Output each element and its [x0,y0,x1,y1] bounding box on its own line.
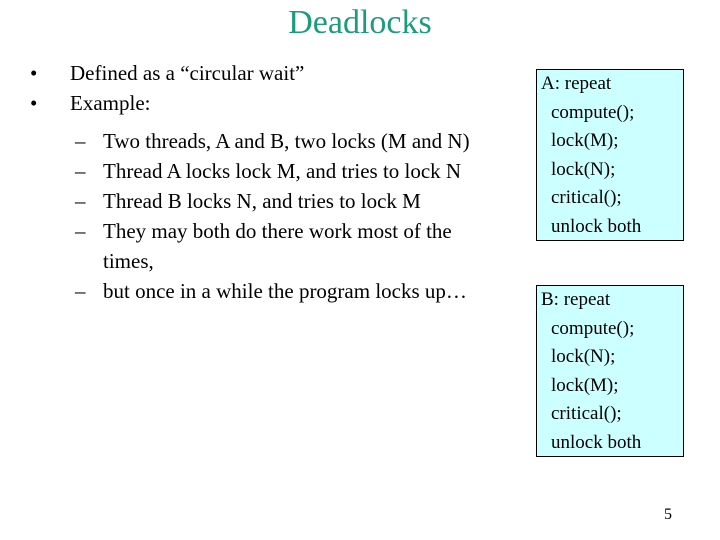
sub-bullet-text: but once in a while the program locks up… [103,279,467,303]
slide-title: Deadlocks [288,4,432,41]
bullet-item [30,88,510,118]
sub-bullet-item [75,216,470,276]
code-line: critical(); [551,403,622,425]
code-line: unlock both [551,215,642,237]
code-line: lock(M); [551,130,619,152]
sub-bullet-item [75,156,510,186]
sub-bullet-item [75,126,510,156]
page-number: 5 [664,506,672,523]
sub-bullet-text: They may both do there work most of the times, [103,219,452,273]
code-line: lock(M); [551,374,619,396]
bullet-text: Example: [70,91,151,115]
code-line: lock(N); [551,158,616,180]
code-line: compute(); [551,317,635,339]
code-line: compute(); [551,101,635,123]
code-line: B: repeat [541,289,611,310]
sub-bullet-item [75,276,510,306]
bullet-text: Defined as a “circular wait” [70,61,305,85]
dash-icon: – [75,189,86,213]
code-line: unlock both [551,431,642,453]
bullet-dot-icon: • [30,61,38,85]
code-line: critical(); [551,187,622,209]
bullet-dot-icon: • [30,91,38,115]
code-box-thread-b [536,285,684,457]
dash-icon: – [75,129,86,153]
code-line: A: repeat [541,73,612,94]
bullet-list [30,58,510,306]
dash-icon: – [75,279,86,303]
bullet-item [30,58,510,88]
code-box-thread-a [536,69,684,241]
dash-icon: – [75,219,86,243]
sub-bullet-text: Thread A locks lock M, and tries to lock N [103,159,462,183]
sub-bullet-text: Two threads, A and B, two locks (M and N) [103,129,470,153]
sub-bullet-item [75,186,510,216]
dash-icon: – [75,159,86,183]
sub-bullet-text: Thread B locks N, and tries to lock M [103,189,421,213]
code-line: lock(N); [551,346,616,368]
